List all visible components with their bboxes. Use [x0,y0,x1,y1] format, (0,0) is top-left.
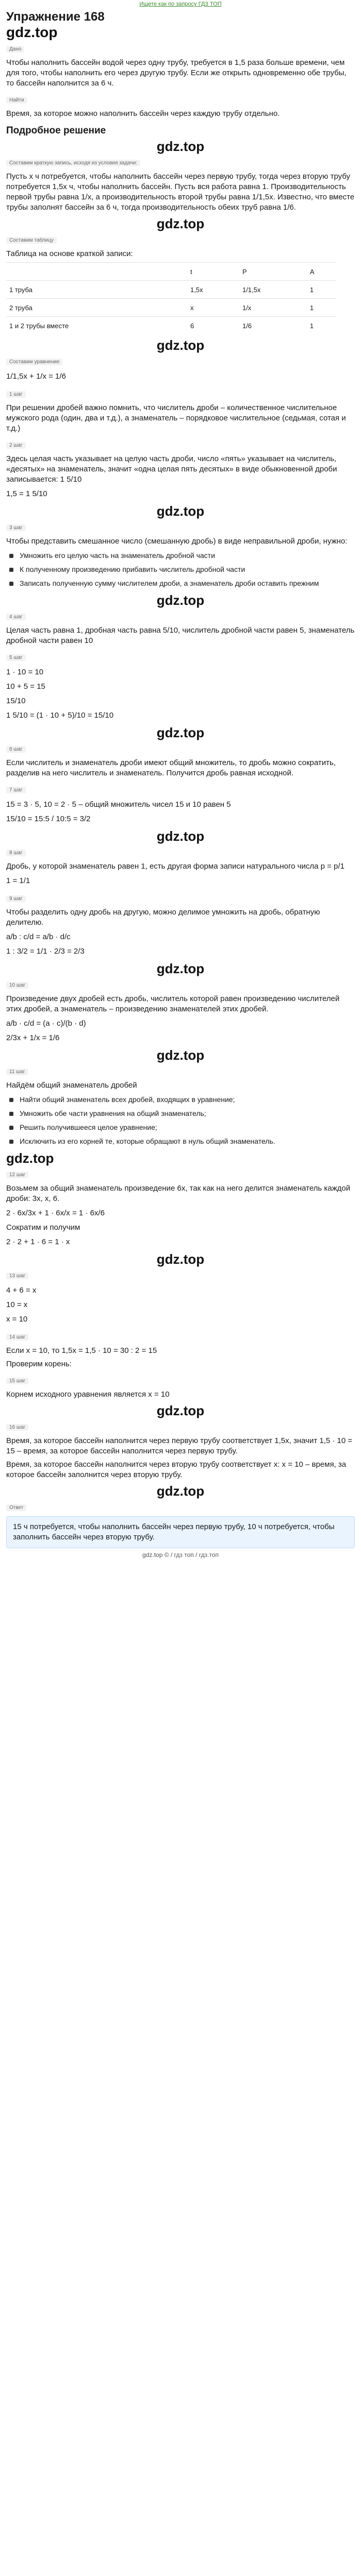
page-title: Упражнение 168 [6,10,105,24]
equation: 1 = 1/1 [6,876,30,885]
watermark: gdz.top [156,216,205,231]
tag-step: 16 шаг [6,1424,28,1431]
equation: 10 = x [6,1300,28,1309]
paragraph: Сократим и получим [6,1223,80,1232]
tag-step: 7 шаг [6,787,26,793]
paragraph: Целая часть равна 1, дробная часть равна 5/10, числитель дробной части равен 5, знаменатель дробной части равен 10 [6,626,355,645]
table-cell: 1/x [239,299,307,317]
task-text: Чтобы наполнить бассейн водой через одну трубу, требуется в 1,5 раза больше времени, чем для того, чтобы наполнить его через другую трубу. Если же открыть одновременно обе трубы, то бассейн наполнится за 6 ч. [6,58,347,88]
equation: 2 · 2 + 1 · 6 = 1 · x [6,1238,70,1246]
table-cell: 2 труба [6,299,187,317]
table-cell: 1 труба [6,281,187,299]
table-intro: Таблица на основе краткой записи: [6,249,133,258]
list-item: Найти общий знаменатель всех дробей, входящих в уравнение; [6,1095,355,1105]
table-header-row [6,263,336,281]
table-cell: 1 и 2 трубы вместе [6,317,187,335]
equation: 1/1,5x + 1/x = 1/6 [6,372,66,381]
table-cell: 1 [307,317,336,335]
equation: a/b · c/d = (a · c)/(b · d) [6,1019,86,1028]
paragraph: Чтобы представить смешанное число (смешанную дробь) в виде неправильной дроби, нужно: [6,537,348,546]
watermark: gdz.top [156,961,205,976]
equation: 1 : 3/2 = 1/1 · 2/3 = 2/3 [6,947,85,956]
footer: gdz.top © / гдз топ / гдз.топ [142,1551,219,1558]
watermark: gdz.top [6,24,58,40]
summary-table [6,262,336,334]
tag-step: Составим уравнение [6,359,62,365]
equation: x = 10 [6,1315,28,1324]
section-title: Подробное решение [6,125,106,136]
equation: 15/10 [6,697,26,705]
equation: 10 + 5 = 15 [6,682,45,691]
tag-step: 12 шаг [6,1172,28,1178]
table-cell: 1/6 [239,317,307,335]
top-link-bar[interactable] [0,0,361,9]
list-item: Умножить обе части уравнения на общий знаменатель; [6,1109,355,1118]
table-row [6,299,336,317]
table-row [6,317,336,335]
tag-step: 2 шаг [6,442,26,449]
paragraph: Дробь, у которой знаменатель равен 1, есть другая форма записи натурального числа p = p/1 [6,862,344,871]
equation: a/b : c/d = a/b · d/c [6,933,71,941]
paragraph: Проверим корень: [6,1360,72,1368]
list-item: Умножить его целую часть на знаменатель дробной части [6,551,355,561]
watermark: gdz.top [156,592,205,608]
tag-step: 10 шаг [6,982,28,989]
equation: 2 · 6x/3x + 1 · 6x/x = 1 · 6x/6 [6,1209,105,1217]
find-text: Время, за которое можно наполнить бассейн через каждую трубу отдельно. [6,109,280,118]
paragraph: Время, за которое бассейн наполнится через первую трубу соответствует 1,5x, значит 1,5 · 10 = 15 – время, за которое бассейн наполнится через первую трубу. [6,1436,353,1455]
list-item: Записать полученную сумму числителем дроби, а знаменатель дроби оставить прежним [6,579,355,588]
tag-step: 3 шаг [6,524,26,531]
table-cell [6,263,187,281]
watermark: gdz.top [156,503,205,519]
table-row [6,281,336,299]
tag-step: 8 шаг [6,850,26,856]
table-cell: 1/1,5x [239,281,307,299]
list-item: Решить получившееся целое уравнение; [6,1123,355,1132]
paragraph: Произведение двух дробей есть дробь, числитель которой равен произведению числителей этих дробей, а знаменатель – произведению знаменателей этих дробей. [6,994,340,1013]
tag-step: 1 шаг [6,391,26,398]
tag-step: 11 шаг [6,1069,28,1075]
table-cell: A [307,263,336,281]
paragraph: Найдём общий знаменатель дробей [6,1081,137,1090]
tag-step: 15 шаг [6,1378,28,1384]
top-link[interactable]: Ищете как по запросу ГДЗ ТОП [139,1,222,7]
equation: 2/3x + 1/x = 1/6 [6,1033,60,1042]
tag-find: Найти [6,97,27,104]
table-cell: 1,5x [187,281,239,299]
tag-step: 4 шаг [6,614,26,620]
watermark: gdz.top [156,337,205,353]
paragraph: Корнем исходного уравнения является x = 10 [6,1390,170,1399]
watermark: gdz.top [156,725,205,740]
paragraph: Здесь целая часть указывает на целую часть дроби, число «пять» указывает на числитель, «десятых» на знаменатель, значит «одна целая пять десятых» в виде обыкновенной дроби записывается: 1 5/10 [6,454,337,484]
tag-step: 6 шаг [6,746,26,753]
equation: 1 5/10 = (1 · 10 + 5)/10 = 15/10 [6,711,114,720]
rule-list [6,1095,355,1146]
tag-step: 5 шаг [6,654,26,661]
equation: 15 = 3 · 5, 10 = 2 · 5 – общий множитель чисел 15 и 10 равен 5 [6,800,231,809]
paragraph: Возьмем за общий знаменатель произведение 6x, так как на него делится знаменатель каждой дроби: 3x, x, 6. [6,1184,351,1203]
paragraph: Чтобы разделить одну дробь на другую, можно делимое умножить на дробь, обратную делителю. [6,908,320,927]
rule-list [6,551,355,588]
paragraph: При решении дробей важно помнить, что числитель дроби – количественное числительное мужского рода (один, два и т.д.), а знаменатель – порядковое числительное (седьмая, сотая и т.д.) [6,403,346,433]
list-item: К полученному произведению прибавить числитель дробной части [6,565,355,574]
watermark: gdz.top [156,1403,205,1418]
table-cell: 6 [187,317,239,335]
table-cell: x [187,299,239,317]
watermark: gdz.top [156,1047,205,1063]
answer-box: 15 ч потребуется, чтобы наполнить бассейн через первую трубу, 10 ч потребуется, чтобы заполнить бассейн через вторую трубу. [6,1516,355,1548]
equation: 1,5 = 1 5/10 [6,489,47,498]
paragraph: Если x = 10, то 1,5x = 1,5 · 10 = 30 : 2 = 15 [6,1346,157,1355]
tag-step: 13 шаг [6,1273,28,1279]
table-cell: 1 [307,281,336,299]
watermark: gdz.top [156,1251,205,1267]
paragraph: Время, за которое бассейн наполнится через вторую трубу соответствует x: x = 10 – время, за которое бассейн заполнится через вторую трубу. [6,1460,347,1479]
tag-step: Составим краткую запись, исходя из условия задачи: [6,160,140,166]
solution-intro: Пусть x ч потребуется, чтобы наполнить бассейн через первую трубу, тогда через вторую трубу потребуется 1,5x ч, чтобы наполнить бассейн. Пусть вся работа равна 1. Производительность первой трубы равна 1/x, а производительность второй трубы равна 1/1,5x. Известно, что вместе трубы заполнят бассейн за 6 ч, тогда производительность обеих труб равна 1/6. [6,172,355,212]
table-cell: 1 [307,299,336,317]
equation: 4 + 6 = x [6,1286,37,1295]
tag-answer: Ответ [6,1504,26,1511]
tag-step: 9 шаг [6,895,26,902]
tag-step: 14 шаг [6,1334,28,1341]
paragraph: Если числитель и знаменатель дроби имеют общий множитель, то дробь можно сократить, разделив на него числитель и знаменатель. Получится дробь равная исходной. [6,758,336,777]
watermark: gdz.top [6,1150,54,1166]
equation: 1 · 10 = 10 [6,668,44,676]
tag-step: Составим таблицу [6,237,57,244]
watermark: gdz.top [156,139,205,154]
watermark: gdz.top [156,1483,205,1499]
table-cell: P [239,263,307,281]
equation: 15/10 = 15:5 / 10:5 = 3/2 [6,815,91,823]
table-cell: t [187,263,239,281]
list-item: Исключить из его корней те, которые обращают в нуль общий знаменатель. [6,1137,355,1146]
tag-given: Дано [6,46,24,53]
watermark: gdz.top [156,828,205,844]
